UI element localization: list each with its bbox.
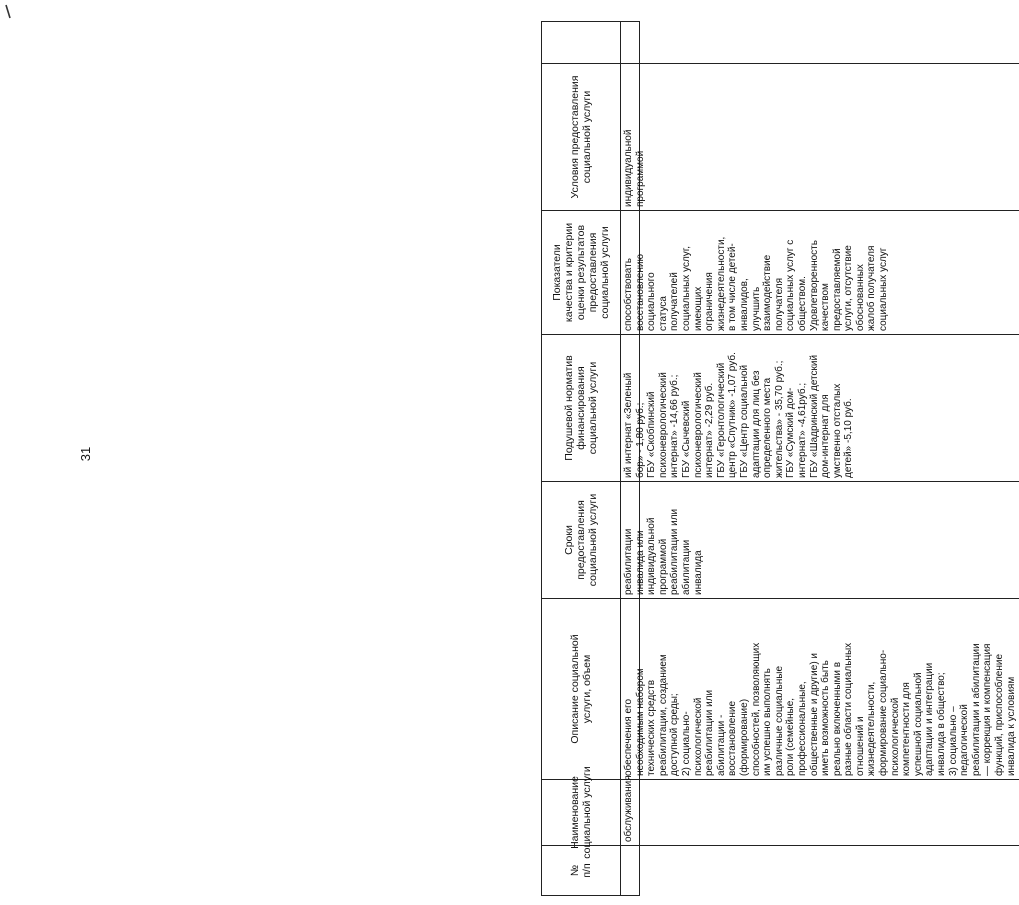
- text-line: Наименование: [569, 776, 581, 849]
- text-line: Подушевой норматив: [563, 355, 575, 461]
- cell-quality-indicators: [621, 210, 1019, 334]
- text-line: взаимодействие: [762, 254, 774, 331]
- text-line: психологической: [692, 697, 704, 776]
- text-line: детей» -5,10 руб.: [843, 398, 855, 478]
- text-line: интернат» -14,66 руб.;: [669, 374, 681, 478]
- text-line: ГБУ «Сычевский: [680, 400, 692, 478]
- header-terms: [542, 481, 620, 598]
- text-line: обслуживания: [623, 775, 634, 842]
- text-line: способностей, позволяющих: [750, 642, 762, 776]
- text-line: умственно отсталых: [831, 383, 843, 478]
- cell-text: [569, 76, 593, 199]
- text-line: — коррекция и компенсация: [982, 643, 994, 776]
- table-header-row: [542, 22, 621, 895]
- text-line: реабилитации, созданием: [657, 654, 669, 776]
- text-line: инвалида в общество;: [936, 672, 948, 776]
- text-line: жительства» - 35,70 руб.;: [773, 360, 785, 478]
- text-line: функций, приспособление: [994, 653, 1005, 776]
- text-line: ий интернат «Зеленый: [623, 372, 634, 478]
- cell-text: [623, 485, 704, 595]
- text-line: в том числе детей-: [727, 243, 739, 331]
- text-line: Удовлетворенность: [808, 240, 820, 331]
- text-line: качеством: [820, 283, 832, 331]
- text-line: имеющих: [692, 286, 704, 331]
- text-line: инвалида к условиям: [1005, 676, 1017, 776]
- text-line: восстановление: [727, 700, 739, 776]
- text-line: статуса: [657, 296, 669, 331]
- text-line: им успешно выполнять: [762, 668, 774, 776]
- text-line: индивидуальной: [623, 129, 634, 207]
- text-line: доступной среды;: [669, 693, 681, 776]
- header-extra: [542, 22, 620, 63]
- text-line: центр «Спутник» -1,07 руб.: [727, 352, 739, 478]
- text-line: обоснованных: [854, 264, 866, 331]
- text-line: реабилитации или: [669, 508, 681, 595]
- text-line: №: [569, 864, 581, 877]
- cell-conditions: [621, 63, 1019, 210]
- text-line: услуги, отсутствие: [843, 245, 855, 331]
- text-line: ГБУ «Шадринский детский: [808, 354, 820, 478]
- text-line: инвалида: [692, 550, 704, 595]
- text-line: интернат» -2,29 руб.: [704, 382, 716, 478]
- text-line: оценки результатов: [575, 224, 587, 321]
- text-line: необходимым набором: [634, 668, 646, 776]
- text-line: интернат» -4,61руб.;: [796, 382, 808, 478]
- cell-text: [563, 355, 599, 460]
- text-line: социальной услуги: [581, 90, 593, 184]
- text-line: педагогической: [959, 704, 971, 776]
- services-table: [541, 21, 1017, 896]
- text-line: жизнедеятельности,: [866, 681, 878, 776]
- text-line: психоневрологический: [657, 372, 669, 478]
- text-line: предоставления: [587, 232, 599, 313]
- text-line: адаптации для лиц без: [750, 370, 762, 478]
- cell-text: [563, 494, 599, 586]
- text-line: индивидуальной: [646, 517, 658, 595]
- header-conditions: [542, 63, 620, 210]
- text-line: способствовать: [623, 258, 634, 331]
- text-line: дом-интернат для: [820, 394, 832, 478]
- text-line: психологической: [889, 697, 901, 776]
- text-line: успешной социальной: [912, 672, 924, 776]
- text-line: формирование социально-: [878, 649, 890, 776]
- text-line: Сроки: [563, 525, 575, 555]
- text-line: определенного места: [762, 377, 774, 478]
- text-line: социальной услуги: [581, 766, 593, 859]
- cell-text: [569, 863, 593, 877]
- text-line: абилитации -: [715, 714, 727, 776]
- text-line: общественные и другие) и: [808, 652, 820, 776]
- cell-number: [621, 845, 1019, 895]
- text-line: 3) социально –: [947, 706, 959, 776]
- text-line: реабилитации: [623, 528, 634, 595]
- text-line: абилитации: [680, 539, 692, 595]
- text-line: Условия предоставления: [569, 75, 581, 199]
- text-line: социальной услуги: [599, 226, 611, 319]
- text-line: социальной услуги: [587, 361, 599, 455]
- cell-text: [551, 223, 611, 322]
- text-line: получателя: [773, 277, 785, 331]
- cell-text: [623, 775, 635, 842]
- text-line: (формирование): [738, 698, 750, 776]
- cell-extra: [621, 22, 1019, 63]
- header-description: [542, 598, 620, 779]
- text-line: ГБУ «Скобпинский: [646, 391, 658, 478]
- text-line: ограничения: [704, 272, 716, 331]
- cell-text: [623, 214, 890, 331]
- text-line: иметь возможность быть: [820, 660, 832, 776]
- text-line: предоставляемой: [831, 248, 843, 331]
- text-line: получателей: [669, 272, 681, 331]
- text-line: жизнедеятельности,: [715, 236, 727, 331]
- text-line: реабилитации или: [704, 689, 716, 776]
- header-service-name: [542, 766, 620, 859]
- text-line: социальной услуги: [587, 493, 599, 587]
- page-number: 31: [78, 446, 93, 462]
- text-line: улучшить: [750, 286, 762, 331]
- text-line: восстановлению: [634, 254, 646, 331]
- text-line: Показатели: [551, 244, 563, 301]
- text-line: технических средств: [646, 679, 658, 776]
- text-line: ГБУ «Центр социальной: [738, 364, 750, 478]
- cell-service-name: [621, 775, 1019, 845]
- text-line: предоставления: [575, 500, 587, 580]
- text-line: п/п: [581, 863, 593, 878]
- text-line: ГБУ «Геронтологический: [715, 362, 727, 478]
- text-line: адаптации и интеграции: [924, 662, 936, 776]
- table-row: [621, 22, 1019, 895]
- cell-text: [623, 67, 646, 207]
- text-line: жалоб получателя: [866, 245, 878, 331]
- cell-text: [623, 602, 1017, 776]
- cell-text: [623, 338, 855, 478]
- text-line: качества и критерии: [563, 222, 575, 323]
- text-line: программой: [657, 538, 669, 595]
- text-line: инвалидов,: [738, 278, 750, 331]
- text-line: обеспечения его: [623, 698, 634, 776]
- text-line: профессиональные,: [796, 681, 808, 776]
- text-line: социальных услуг с: [785, 239, 797, 331]
- text-line: роли (семейные,: [785, 697, 797, 776]
- cell-funding-norm: [621, 334, 1019, 481]
- text-line: обществом.: [796, 276, 808, 331]
- text-line: отношений и: [854, 716, 866, 776]
- cell-text: [569, 634, 593, 743]
- text-line: различные социальные: [773, 665, 785, 776]
- text-line: Описание социальной: [569, 634, 581, 744]
- text-line: инвалида или: [634, 530, 646, 595]
- text-line: реально включенными в: [831, 661, 843, 776]
- text-line: услуги, объем: [581, 654, 593, 724]
- text-line: 2) социально-: [680, 711, 692, 776]
- cell-description: [621, 598, 1019, 779]
- text-line: психоневрологический: [692, 372, 704, 478]
- text-line: программой: [634, 150, 646, 207]
- cell-text: [569, 766, 593, 858]
- text-line: финансирования: [575, 366, 587, 450]
- text-line: реабилитации и абилитации: [970, 643, 982, 776]
- cell-terms: [621, 481, 1019, 598]
- text-line: социального: [646, 272, 658, 331]
- header-funding-norm: [542, 334, 620, 481]
- text-line: ГБУ «Сумский дом-: [785, 387, 797, 478]
- text-line: социальных услуг: [878, 247, 890, 331]
- header-quality-indicators: [542, 210, 620, 334]
- text-line: социальных услуг,: [680, 245, 692, 331]
- text-line: компетентности для: [901, 682, 913, 776]
- text-line: бор» - 1,80 руб.;: [634, 402, 646, 478]
- text-line: разные области социальных: [843, 642, 855, 776]
